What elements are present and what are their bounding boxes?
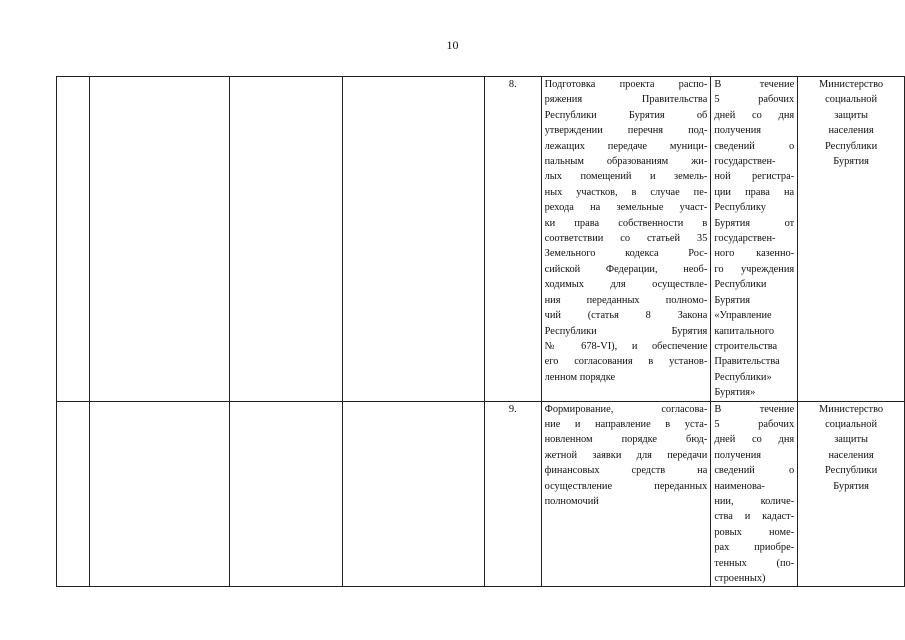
action-text-line: ние и направление в уста-	[544, 418, 708, 430]
action-text-line: ходимых для осуществле-	[544, 279, 708, 291]
deadline-text-line: наименова-	[714, 480, 765, 492]
deadline-text-line: строенных)	[714, 573, 766, 584]
deadline-text-line: го учреждения	[714, 263, 795, 275]
deadline-text-line: В течение	[714, 403, 795, 415]
responsible-org-line: социальной	[825, 94, 878, 106]
deadline-text-line: строительства	[714, 340, 778, 352]
deadline-text-line: получения	[714, 449, 762, 461]
deadline-text-line: тенных (по-	[714, 557, 795, 569]
deadline-text-line: капитального	[714, 325, 775, 337]
deadline-text-line: Бурятия от	[714, 217, 795, 229]
empty-cell	[229, 77, 342, 402]
deadline-text-line: дней со дня	[714, 434, 795, 446]
deadline-text-line: Бурятия	[714, 294, 751, 306]
action-text-line: жетной заявки для передачи	[544, 449, 708, 461]
responsible-org-line: Министерство	[819, 403, 884, 415]
deadline-text-line: ровых номе-	[714, 526, 795, 538]
item-number: 8.	[508, 79, 517, 90]
action-text-line: Земельного кодекса Рос-	[544, 248, 708, 260]
deadline-text	[711, 77, 798, 402]
action-text-line: ленном порядке	[544, 371, 616, 383]
table-row	[57, 77, 905, 402]
responsible-org	[798, 77, 905, 402]
action-text-line: утверждении перечня под-	[544, 125, 708, 137]
deadline-text-line: Бурятия»	[714, 387, 756, 399]
action-text-line: новленном порядке бюд-	[544, 434, 708, 446]
action-text-line: соответствии со статьей 35	[544, 233, 708, 245]
action-text	[541, 401, 711, 587]
action-text-line: ных участков, в случае пе-	[544, 186, 708, 198]
item-number: 9.	[508, 403, 517, 415]
empty-cell	[229, 401, 342, 587]
table-row	[57, 401, 905, 587]
responsible-org-line: Бурятия	[833, 480, 869, 492]
document-table	[56, 76, 905, 587]
responsible-org-line: Министерство	[819, 79, 884, 90]
deadline-text-line: рах приобре-	[714, 542, 795, 554]
item-number-cell	[484, 77, 541, 402]
action-text-line: № 678-VI), и обеспечение	[544, 340, 708, 352]
responsible-org-line: населения	[828, 449, 874, 461]
deadline-text-line: ной регистра-	[714, 171, 795, 183]
empty-cell	[342, 77, 484, 402]
action-text-line: ния переданных полномо-	[544, 294, 708, 306]
empty-cell	[342, 401, 484, 587]
deadline-text-line: Республики	[714, 279, 767, 291]
responsible-org	[798, 401, 905, 587]
responsible-org-line: Бурятия	[833, 156, 869, 168]
action-text-line: ряжения Правительства	[544, 94, 708, 106]
action-text-line: финансовых средств на	[544, 465, 708, 477]
page-number: 10	[446, 38, 459, 52]
deadline-text-line: сведений о	[714, 465, 795, 477]
deadline-text-line: Республику	[714, 202, 766, 214]
responsible-org-line: защиты	[834, 434, 868, 446]
deadline-text	[711, 401, 798, 587]
deadline-text-line: 5 рабочих	[714, 418, 795, 430]
deadline-text-line: Правительства	[714, 356, 780, 368]
empty-cell	[89, 401, 229, 587]
action-text-line: ки права собственности в	[544, 217, 708, 229]
deadline-text-line: ства и кадаст-	[714, 511, 795, 523]
action-text-line: Формирование, согласова-	[544, 403, 708, 415]
action-text-line: полномочий	[544, 495, 599, 507]
deadline-text-line: В течение	[714, 79, 795, 90]
action-text-line: Республики Бурятия об	[544, 109, 708, 121]
responsible-org-line: Республики	[825, 465, 878, 477]
action-text-line: осуществление переданных	[544, 480, 708, 492]
action-text-line: чий (статья 8 Закона	[544, 310, 708, 322]
deadline-text-line: сведений о	[714, 140, 795, 152]
deadline-text-line: ции права на	[714, 186, 795, 198]
deadline-text-line: дней со дня	[714, 109, 795, 121]
deadline-text-line: нии, количе-	[714, 495, 795, 507]
empty-cell	[57, 401, 90, 587]
deadline-text-line: Республики»	[714, 371, 772, 383]
action-text-line: пальным образованиям жи-	[544, 156, 708, 168]
action-text-line: Республики Бурятия	[544, 325, 708, 337]
action-text	[541, 77, 711, 402]
responsible-org-line: социальной	[825, 418, 878, 430]
deadline-text-line: «Управление	[714, 310, 772, 322]
responsible-org-line: населения	[828, 125, 874, 137]
empty-cell	[89, 77, 229, 402]
responsible-org-line: защиты	[834, 109, 868, 121]
deadline-text-line: ного казенно-	[714, 248, 795, 260]
action-text-line: Подготовка проекта распо-	[544, 79, 708, 90]
deadline-text-line: 5 рабочих	[714, 94, 795, 106]
deadline-text-line: государствен-	[714, 156, 776, 168]
empty-cell	[57, 77, 90, 402]
deadline-text-line: государствен-	[714, 233, 776, 245]
action-text-line: рехода на земельные участ-	[544, 202, 708, 214]
action-text-line: лежащих передаче муници-	[544, 140, 708, 152]
deadline-text-line: получения	[714, 125, 762, 137]
action-text-line: лых помещений и земель-	[544, 171, 708, 183]
action-text-line: его согласования в установ-	[544, 356, 708, 368]
item-number-cell	[484, 401, 541, 587]
action-text-line: сийской Федерации, необ-	[544, 263, 708, 275]
responsible-org-line: Республики	[825, 140, 878, 152]
